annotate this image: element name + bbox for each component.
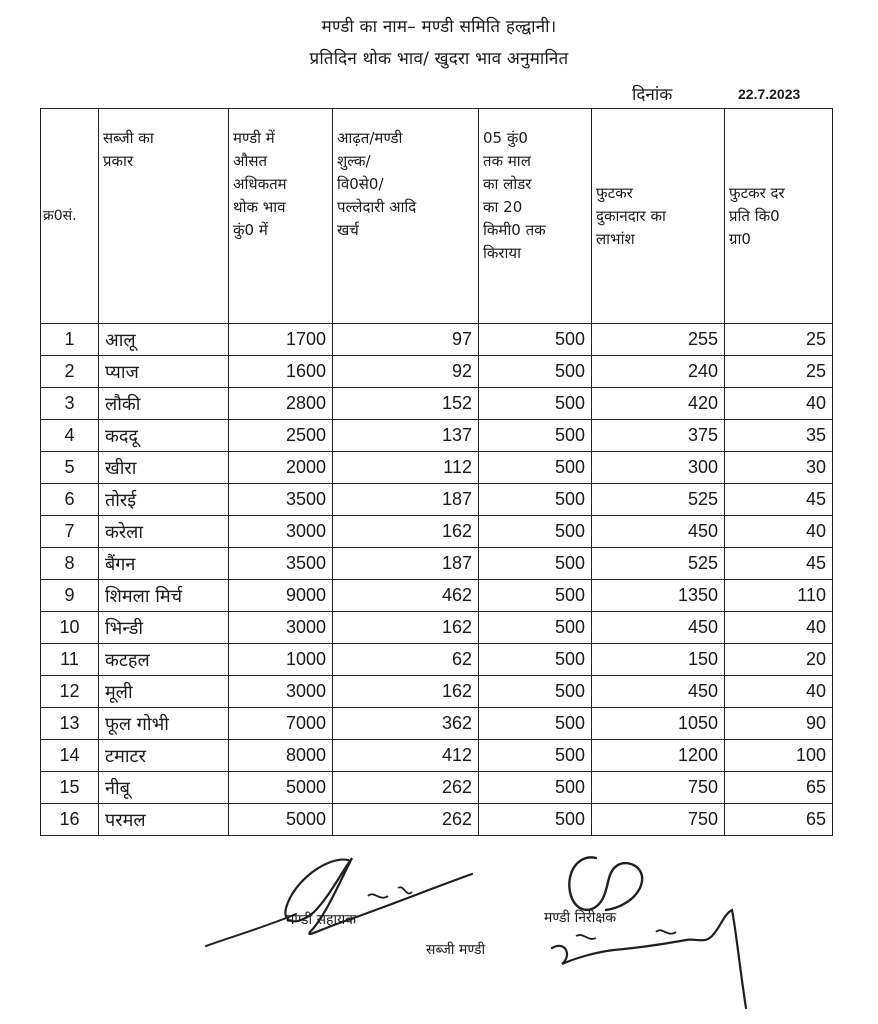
retail-rate-cell: 45 <box>725 548 833 580</box>
serial-number-cell: 12 <box>41 676 99 708</box>
table-row <box>41 772 833 804</box>
document-subtitle: प्रतिदिन थोक भाव/ खुदरा भाव अनुमानित <box>309 49 569 69</box>
wholesale-rate-cell: 3000 <box>229 612 333 644</box>
loader-fare-cell: 500 <box>479 644 592 676</box>
retailer-margin-cell: 300 <box>592 452 725 484</box>
retail-rate-cell: 40 <box>725 612 833 644</box>
wholesale-rate-cell: 3000 <box>229 676 333 708</box>
serial-number-cell: 14 <box>41 740 99 772</box>
loader-fare-cell: 500 <box>479 804 592 836</box>
wholesale-rate-cell: 3500 <box>229 484 333 516</box>
table-row <box>41 548 833 580</box>
column-header-serial: क्र0सं. <box>41 109 99 324</box>
retailer-margin-cell: 450 <box>592 676 725 708</box>
vegetable-name-cell: बैंगन <box>99 548 229 580</box>
serial-number-cell: 1 <box>41 324 99 356</box>
wholesale-rate-cell: 9000 <box>229 580 333 612</box>
wholesale-rate-cell: 2500 <box>229 420 333 452</box>
wholesale-rate-cell: 2800 <box>229 388 333 420</box>
retail-rate-cell: 90 <box>725 708 833 740</box>
vegetable-name-cell: कटहल <box>99 644 229 676</box>
retailer-margin-cell: 1350 <box>592 580 725 612</box>
vegetable-name-cell: लौकी <box>99 388 229 420</box>
table-row <box>41 516 833 548</box>
vegetable-name-cell: मूली <box>99 676 229 708</box>
table-row <box>41 420 833 452</box>
wholesale-rate-cell: 5000 <box>229 804 333 836</box>
loader-fare-cell: 500 <box>479 324 592 356</box>
table-row <box>41 708 833 740</box>
inspector-designation: मण्डी निरीक्षक <box>544 910 617 926</box>
vegetable-name-cell: प्याज <box>99 356 229 388</box>
vegetable-name-cell: आलू <box>99 324 229 356</box>
retail-rate-cell: 110 <box>725 580 833 612</box>
retailer-margin-cell: 255 <box>592 324 725 356</box>
table-row <box>41 452 833 484</box>
serial-number-cell: 7 <box>41 516 99 548</box>
assistant-signature <box>198 846 498 954</box>
wholesale-rate-cell: 5000 <box>229 772 333 804</box>
column-header-loader-fare: 05 कुं0 तक माल का लोडर का 20 किमी0 तक किराया <box>479 109 592 324</box>
loader-fare-cell: 500 <box>479 420 592 452</box>
serial-number-cell: 10 <box>41 612 99 644</box>
retailer-margin-cell: 750 <box>592 772 725 804</box>
commission-fees-cell: 187 <box>333 484 479 516</box>
loader-fare-cell: 500 <box>479 356 592 388</box>
vegetable-name-cell: तोरई <box>99 484 229 516</box>
table-row <box>41 740 833 772</box>
assistant-designation: मण्डी सहायक <box>286 912 356 928</box>
retailer-margin-cell: 420 <box>592 388 725 420</box>
wholesale-rate-cell: 7000 <box>229 708 333 740</box>
wholesale-rate-cell: 8000 <box>229 740 333 772</box>
commission-fees-cell: 262 <box>333 772 479 804</box>
commission-fees-cell: 162 <box>333 676 479 708</box>
retail-rate-cell: 40 <box>725 388 833 420</box>
wholesale-rate-cell: 3500 <box>229 548 333 580</box>
commission-fees-cell: 187 <box>333 548 479 580</box>
vegetable-name-cell: भिन्डी <box>99 612 229 644</box>
retail-rate-cell: 45 <box>725 484 833 516</box>
commission-fees-cell: 412 <box>333 740 479 772</box>
column-header-commission-fees: आढ़त/मण्डी शुल्क/ वि0से0/ पल्लेदारी आदि खर्च <box>333 109 479 324</box>
retailer-margin-cell: 450 <box>592 612 725 644</box>
commission-fees-cell: 162 <box>333 612 479 644</box>
retailer-margin-cell: 450 <box>592 516 725 548</box>
table-row <box>41 484 833 516</box>
vegetable-name-cell: खीरा <box>99 452 229 484</box>
serial-number-cell: 8 <box>41 548 99 580</box>
table-row <box>41 388 833 420</box>
retailer-margin-cell: 1200 <box>592 740 725 772</box>
table-body <box>41 324 833 836</box>
retailer-margin-cell: 750 <box>592 804 725 836</box>
loader-fare-cell: 500 <box>479 516 592 548</box>
retail-rate-cell: 65 <box>725 804 833 836</box>
table-row <box>41 644 833 676</box>
serial-number-cell: 11 <box>41 644 99 676</box>
serial-number-cell: 13 <box>41 708 99 740</box>
table-row <box>41 356 833 388</box>
document-title: मण्डी का नाम– मण्डी समिति हल्द्वानी। <box>321 17 557 37</box>
column-header-retail-rate: फुटकर दर प्रति कि0 ग्रा0 <box>725 109 833 324</box>
retail-rate-cell: 25 <box>725 356 833 388</box>
retailer-margin-cell: 375 <box>592 420 725 452</box>
loader-fare-cell: 500 <box>479 612 592 644</box>
retail-rate-cell: 20 <box>725 644 833 676</box>
commission-fees-cell: 112 <box>333 452 479 484</box>
retailer-margin-cell: 525 <box>592 484 725 516</box>
commission-fees-cell: 362 <box>333 708 479 740</box>
vegetable-name-cell: नीबू <box>99 772 229 804</box>
commission-fees-cell: 262 <box>333 804 479 836</box>
column-header-vegetable: सब्जी का प्रकार <box>99 109 229 324</box>
loader-fare-cell: 500 <box>479 548 592 580</box>
commission-fees-cell: 162 <box>333 516 479 548</box>
retail-rate-cell: 65 <box>725 772 833 804</box>
date-label: दिनांक <box>632 85 673 105</box>
wholesale-rate-cell: 1000 <box>229 644 333 676</box>
serial-number-cell: 2 <box>41 356 99 388</box>
vegetable-name-cell: फूल गोभी <box>99 708 229 740</box>
retailer-margin-cell: 1050 <box>592 708 725 740</box>
table-row <box>41 580 833 612</box>
table-row <box>41 804 833 836</box>
commission-fees-cell: 152 <box>333 388 479 420</box>
wholesale-rate-cell: 3000 <box>229 516 333 548</box>
column-header-retailer-margin: फुटकर दुकानदार का लाभांश <box>592 109 725 324</box>
commission-fees-cell: 462 <box>333 580 479 612</box>
wholesale-rate-cell: 1600 <box>229 356 333 388</box>
serial-number-cell: 6 <box>41 484 99 516</box>
wholesale-rate-cell: 2000 <box>229 452 333 484</box>
loader-fare-cell: 500 <box>479 708 592 740</box>
price-table <box>40 108 833 836</box>
vegetable-name-cell: परमल <box>99 804 229 836</box>
loader-fare-cell: 500 <box>479 772 592 804</box>
retail-rate-cell: 40 <box>725 516 833 548</box>
table-row <box>41 324 833 356</box>
retail-rate-cell: 40 <box>725 676 833 708</box>
serial-number-cell: 3 <box>41 388 99 420</box>
vegetable-name-cell: टमाटर <box>99 740 229 772</box>
loader-fare-cell: 500 <box>479 484 592 516</box>
vegetable-name-cell: शिमला मिर्च <box>99 580 229 612</box>
retail-rate-cell: 30 <box>725 452 833 484</box>
loader-fare-cell: 500 <box>479 740 592 772</box>
commission-fees-cell: 137 <box>333 420 479 452</box>
serial-number-cell: 15 <box>41 772 99 804</box>
retail-rate-cell: 35 <box>725 420 833 452</box>
commission-fees-cell: 97 <box>333 324 479 356</box>
retail-rate-cell: 25 <box>725 324 833 356</box>
serial-number-cell: 16 <box>41 804 99 836</box>
retailer-margin-cell: 240 <box>592 356 725 388</box>
table-header-row <box>41 109 833 324</box>
retailer-margin-cell: 150 <box>592 644 725 676</box>
retail-rate-cell: 100 <box>725 740 833 772</box>
serial-number-cell: 4 <box>41 420 99 452</box>
vegetable-name-cell: कददू <box>99 420 229 452</box>
retailer-margin-cell: 525 <box>592 548 725 580</box>
commission-fees-cell: 62 <box>333 644 479 676</box>
loader-fare-cell: 500 <box>479 580 592 612</box>
loader-fare-cell: 500 <box>479 676 592 708</box>
vegetable-name-cell: करेला <box>99 516 229 548</box>
column-header-wholesale-rate: मण्डी में औसत अधिकतम थोक भाव कुं0 में <box>229 109 333 324</box>
table-row <box>41 676 833 708</box>
serial-number-cell: 5 <box>41 452 99 484</box>
commission-fees-cell: 92 <box>333 356 479 388</box>
loader-fare-cell: 500 <box>479 452 592 484</box>
date-value: 22.7.2023 <box>738 86 801 102</box>
assistant-department: सब्जी मण्डी <box>426 942 486 958</box>
serial-number-cell: 9 <box>41 580 99 612</box>
table-row <box>41 612 833 644</box>
wholesale-rate-cell: 1700 <box>229 324 333 356</box>
loader-fare-cell: 500 <box>479 388 592 420</box>
